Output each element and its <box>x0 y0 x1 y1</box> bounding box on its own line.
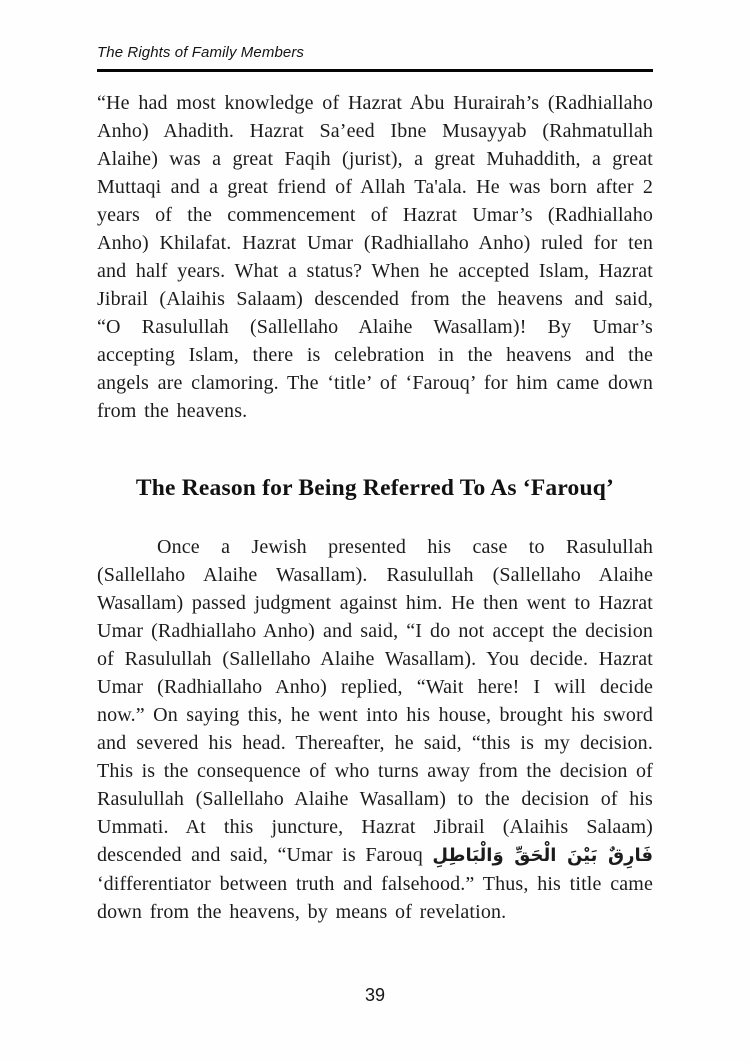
running-header-title: The Rights of Family Members <box>97 44 305 61</box>
body-paragraph-2 <box>97 533 653 926</box>
body-paragraph-1: “He had most knowledge of Hazrat Abu Hurairah’s (Radhiallaho Anho) Ahadith. Hazrat Sa’eed Ibne Musayyab (Rahmatullah Alaihe) was a great Faqih (jurist), a great Muhaddith, a great Muttaqi and a great friend of Allah Ta'ala. He was born after 2 years of the commencement of Hazrat Umar’s (Radhiallaho Anho) Khilafat. Hazrat Umar (Radhiallaho Anho) ruled for ten and half years. What a status? When he accepted Islam, Hazrat Jibrail (Alaihis Salaam) descended from the heavens and said, “O Rasulullah (Sallellaho Alaihe Wasallam)! By Umar’s accepting Islam, there is celebration in the heavens and the angels are clamoring. The ‘title’ of ‘Farouq’ for him came down from the heavens. <box>97 92 653 422</box>
paragraph-2-text-after-arabic: ‘differentiator between truth and falsehood.” Thus, his title came down from the heavens, by means of revelation. <box>97 873 653 923</box>
running-header <box>97 44 653 72</box>
paragraph-2-text-before-arabic: Once a Jewish presented his case to Rasulullah (Sallellaho Alaihe Wasallam). Rasulullah (Sallellaho Alaihe Wasallam) passed judgment against him. He then went to Hazrat Umar (Radhiallaho Anho) and said, “I do not accept the decision of Rasulullah (Sallellaho Alaihe Wasallam). You decide. Hazrat Umar (Radhiallaho Anho) replied, “Wait here! I will decide now.” On saying this, he went into his house, brought his sword and severed his head. Thereafter, he said, “this is my decision. This is the consequence of who turns away from the decision of Rasulullah (Sallellaho Alaihe Wasallam) to the decision of his Ummati. At this juncture, Hazrat Jibrail (Alaihis Salaam) descended and said, “Umar is Farouq <box>97 536 653 866</box>
arabic-phrase: فَارِقٌ بَيْنَ الْحَقِّ وَالْبَاطِلِ <box>432 845 654 866</box>
page-content <box>97 89 653 926</box>
page-number: 39 <box>364 985 386 1005</box>
page-footer <box>0 985 750 1006</box>
section-heading: The Reason for Being Referred To As ‘Farouq’ <box>135 475 615 501</box>
